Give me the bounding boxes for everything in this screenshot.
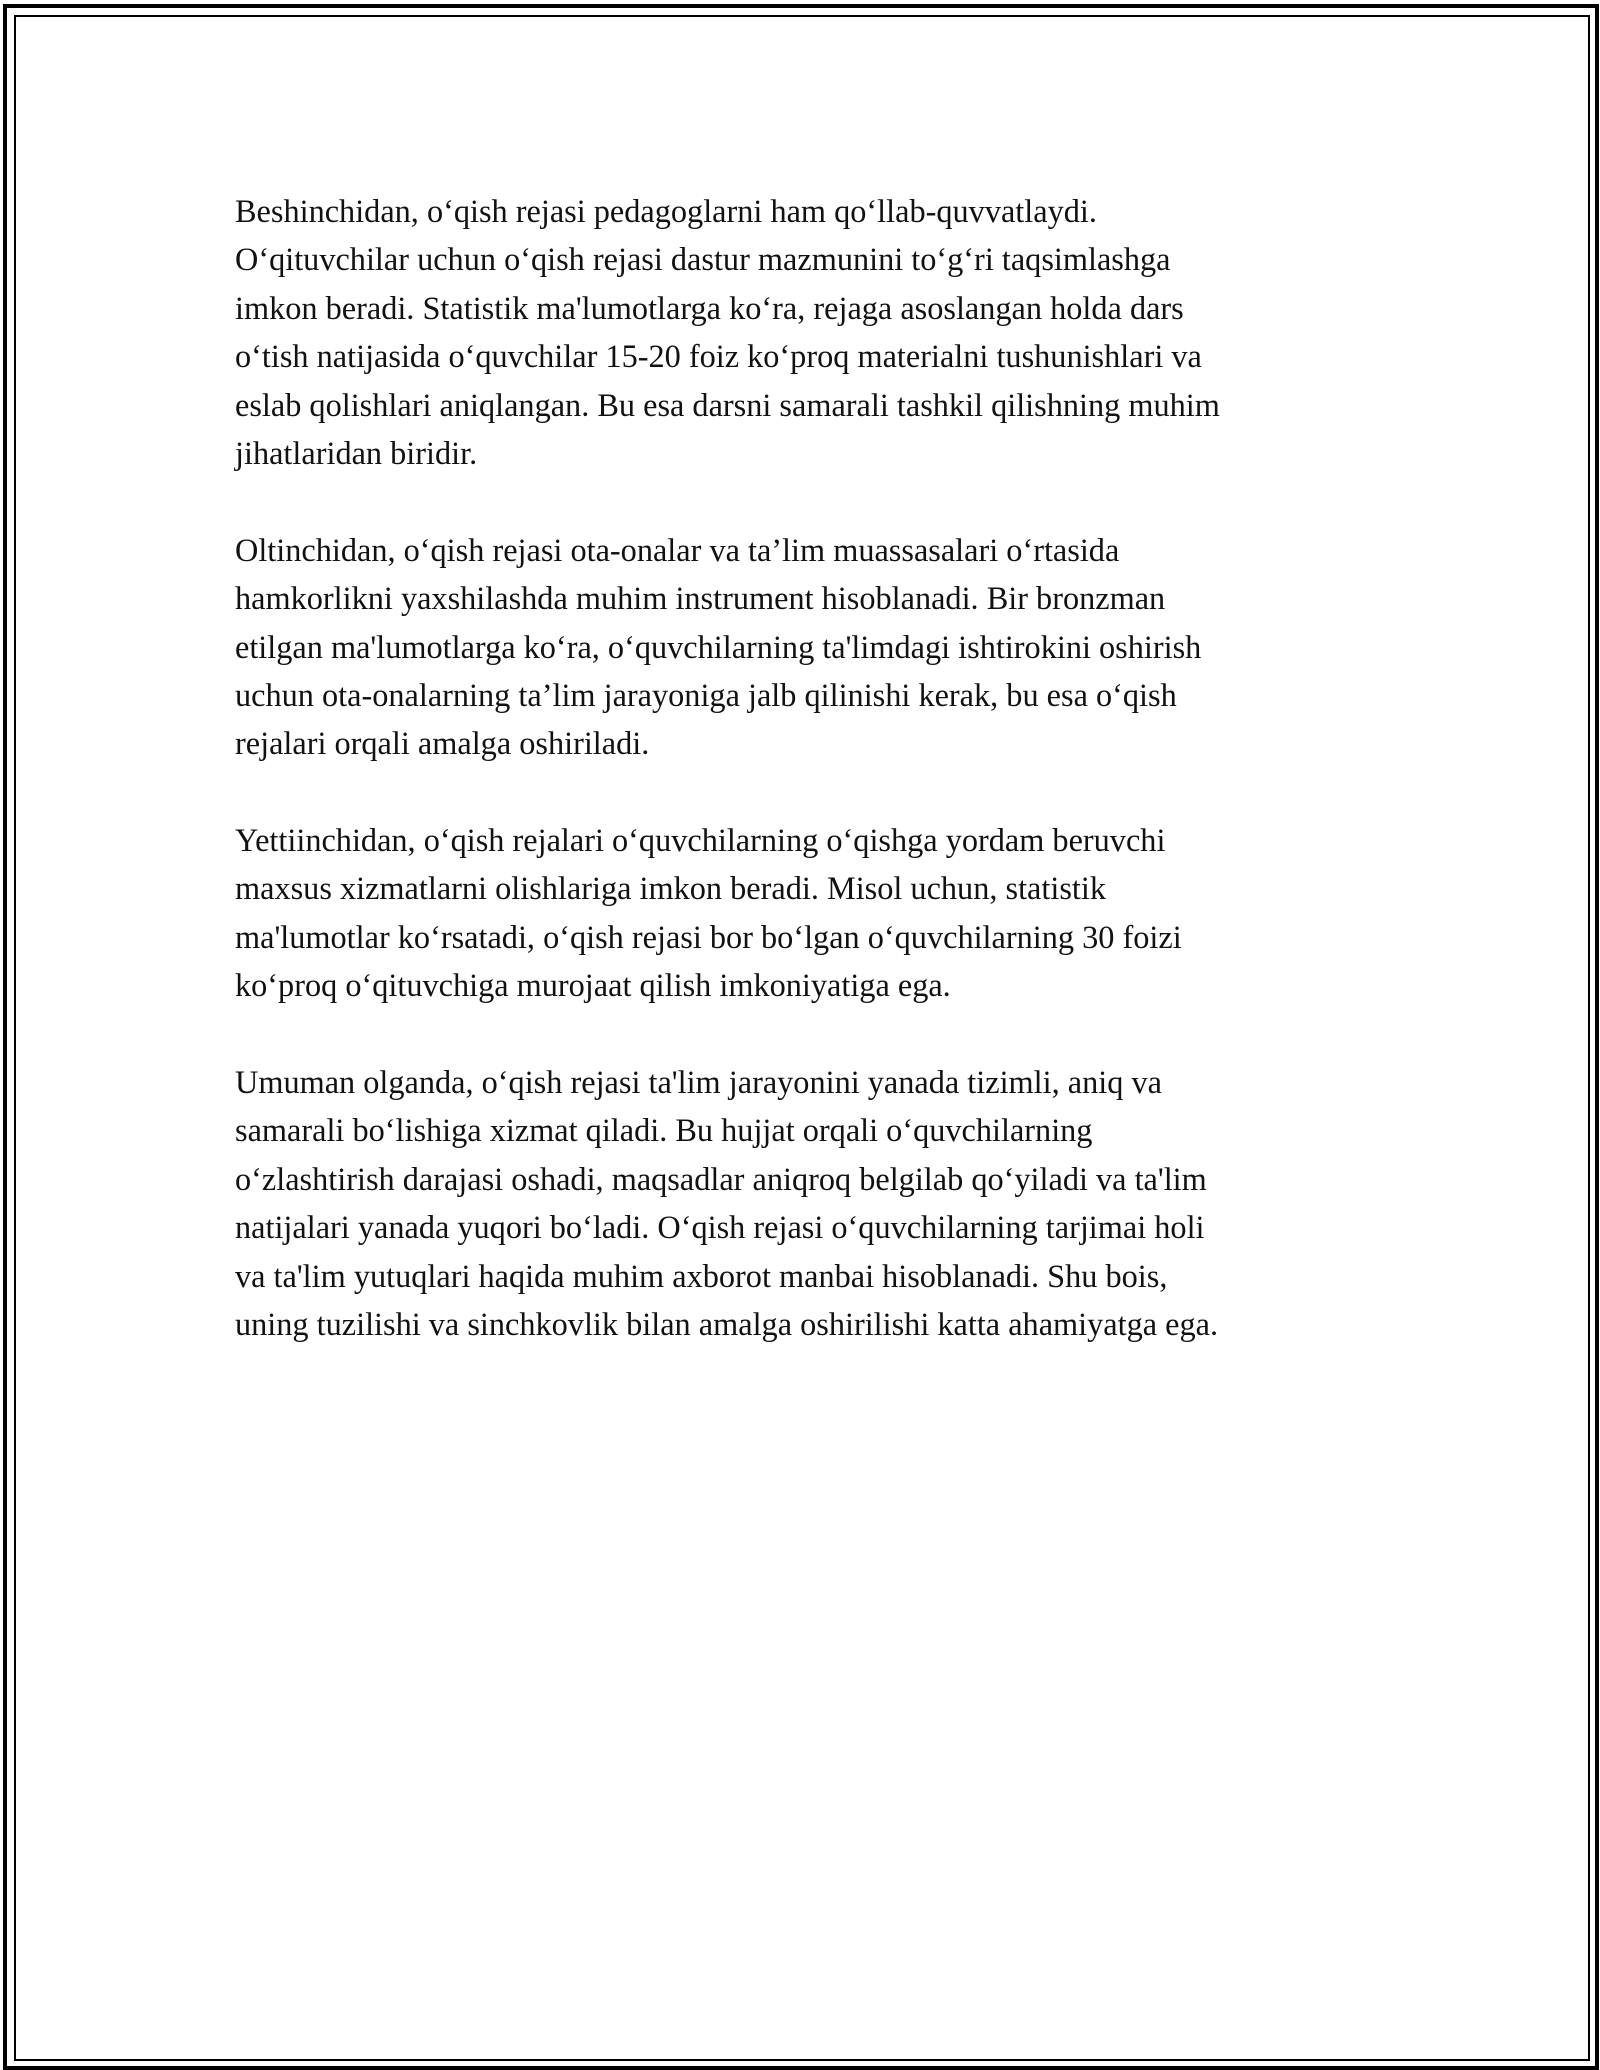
text-line: hamkorlikni yaxshilashda muhim instrument hisoblanadi. Bir bronzman bbox=[235, 580, 1166, 617]
text-line: uning tuzilishi va sinchkovlik bilan amalga oshirilishi katta ahamiyatga ega. bbox=[235, 1305, 1219, 1342]
text-line: ko‘proq o‘qituvchiga murojaat qilish imkoniyatiga ega. bbox=[235, 967, 951, 1004]
text-line: Yettiinchidan, o‘qish rejalari o‘quvchilarning o‘qishga yordam beruvchi bbox=[235, 822, 1166, 859]
text-line: maxsus xizmatlarni olishlariga imkon beradi. Misol uchun, statistik bbox=[235, 870, 1106, 907]
text-line: natijalari yanada yuqori bo‘ladi. O‘qish rejasi o‘quvchilarning tarjimai holi bbox=[235, 1209, 1205, 1246]
text-line: uchun ota-onalarning ta’lim jarayoniga jalb qilinishi kerak, bu esa o‘qish bbox=[235, 676, 1177, 713]
text-line: imkon beradi. Statistik ma'lumotlarga ko‘ra, rejaga asoslangan holda dars bbox=[235, 289, 1184, 326]
text-line: samarali bo‘lishiga xizmat qiladi. Bu hujjat orqali o‘quvchilarning bbox=[235, 1112, 1093, 1149]
text-line: jihatlaridan biridir. bbox=[235, 434, 478, 471]
paragraph-umuman-olganda bbox=[235, 1058, 1375, 1348]
text-line: O‘qituvchilar uchun o‘qish rejasi dastur mazmunini to‘g‘ri taqsimlashga bbox=[235, 241, 1171, 278]
paragraph-oltinchidan bbox=[235, 526, 1375, 768]
paragraph-beshinchidan bbox=[235, 187, 1375, 477]
text-line: ma'lumotlar ko‘rsatadi, o‘qish rejasi bor bo‘lgan o‘quvchilarning 30 foizi bbox=[235, 918, 1182, 955]
text-line: Umuman olganda, o‘qish rejasi ta'lim jarayonini yanada tizimli, aniq va bbox=[235, 1064, 1162, 1101]
text-line: Oltinchidan, o‘qish rejasi ota-onalar va ta’lim muassasalari o‘rtasida bbox=[235, 531, 1120, 568]
text-line: o‘zlashtirish darajasi oshadi, maqsadlar aniqroq belgilab qo‘yiladi va ta'lim bbox=[235, 1160, 1207, 1197]
text-line: eslab qolishlari aniqlangan. Bu esa darsni samarali tashkil qilishning muhim bbox=[235, 386, 1220, 423]
document-body bbox=[235, 187, 1375, 1397]
text-line: va ta'lim yutuqlari haqida muhim axborot manbai hisoblanadi. Shu bois, bbox=[235, 1257, 1168, 1294]
text-line: o‘tish natijasida o‘quvchilar 15-20 foiz ko‘proq materialni tushunishlari va bbox=[235, 338, 1202, 375]
text-line: Beshinchidan, o‘qish rejasi pedagoglarni ham qo‘llab-quvvatlaydi. bbox=[235, 193, 1097, 229]
paragraph-yettiinchidan bbox=[235, 816, 1375, 1010]
text-line: etilgan ma'lumotlarga ko‘ra, o‘quvchilarning ta'limdagi ishtirokini oshirish bbox=[235, 628, 1202, 665]
text-line: rejalari orqali amalga oshiriladi. bbox=[235, 725, 650, 762]
